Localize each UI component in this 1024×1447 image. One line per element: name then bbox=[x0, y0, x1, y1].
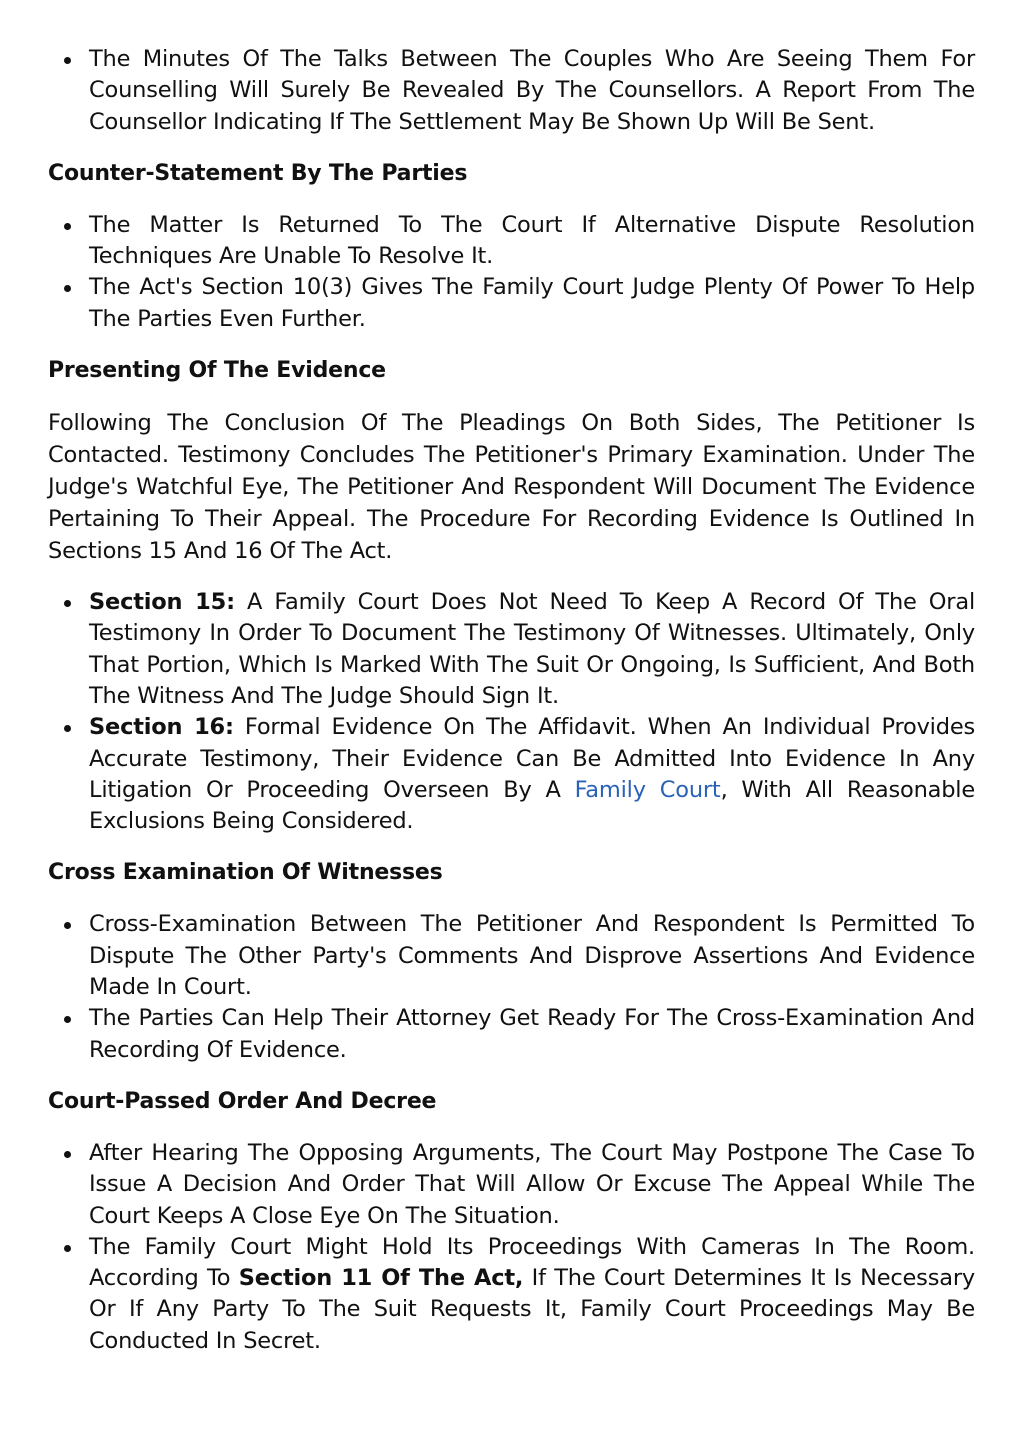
list-item: The Parties Can Help Their Attorney Get Ready For The Cross-Examination And Recording Of Evidence. bbox=[48, 1003, 975, 1066]
section-heading-counter-statement: Counter-Statement By The Parties bbox=[48, 160, 468, 186]
order-item-text: The Family Court Might Hold Its Proceedings With Cameras In The Room. According To bbox=[89, 1233, 975, 1292]
list-item bbox=[48, 1232, 975, 1357]
section-heading-order-decree: Court-Passed Order And Decree bbox=[48, 1088, 437, 1114]
section-16-text-end: , With All Reasonable Exclusions Being Considered. bbox=[89, 776, 976, 835]
list-item bbox=[48, 712, 975, 837]
list-item: After Hearing The Opposing Arguments, The Court May Postpone The Case To Issue A Decision And Order That Will Allow Or Excuse The Appeal While The Court Keeps A Close Eye On The Situation. bbox=[48, 1138, 975, 1232]
cross-examination-list bbox=[48, 909, 975, 1065]
order-item-text-end: If The Court Determines It Is Necessary Or If Any Party To The Suit Requests It, Family Court Proceedings May Be Conducted In Secret. bbox=[89, 1265, 975, 1354]
section-heading-evidence: Presenting Of The Evidence bbox=[48, 358, 386, 384]
section-15-text: A Family Court Does Not Need To Keep A Record Of The Oral Testimony In Order To Document The Testimony Of Witnesses. Ultimately, Only That Portion, Which Is Marked With The Suit Or Ongoing, Is Sufficient, And Both The Witness And The Judge Should Sign It. bbox=[89, 589, 975, 709]
evidence-sections-list bbox=[48, 587, 975, 837]
counter-statement-list bbox=[48, 210, 975, 335]
list-item: The Matter Is Returned To The Court If Alternative Dispute Resolution Techniques Are Unable To Resolve It. bbox=[48, 210, 975, 273]
order-decree-list bbox=[48, 1138, 975, 1357]
list-item: The Minutes Of The Talks Between The Couples Who Are Seeing Them For Counselling Will Surely Be Revealed By The Counsellors. A Report From The Counsellor Indicating If The Settlement May Be Shown Up Will Be Sent. bbox=[48, 44, 975, 138]
section-11-reference: Section 11 Of The Act, bbox=[238, 1265, 524, 1292]
list-item: Cross-Examination Between The Petitioner And Respondent Is Permitted To Dispute The Other Party's Comments And Disprove Assertions And Evidence Made In Court. bbox=[48, 909, 975, 1003]
family-court-link[interactable]: Family Court bbox=[574, 776, 721, 803]
section-16-label: Section 16: bbox=[89, 714, 234, 741]
list-item: The Act's Section 10(3) Gives The Family Court Judge Plenty Of Power To Help The Parties Even Further. bbox=[48, 272, 975, 335]
intro-list bbox=[48, 44, 975, 138]
list-item bbox=[48, 587, 975, 712]
evidence-paragraph: Following The Conclusion Of The Pleadings On Both Sides, The Petitioner Is Contacted. Testimony Concludes The Petitioner's Primary Examination. Under The Judge's Watchful Eye, The Petitioner And Respondent Will Document The Evidence Pertaining To Their Appeal. The Procedure For Recording Evidence Is Outlined In Sections 15 And 16 Of The Act. bbox=[48, 410, 975, 565]
section-heading-cross-examination: Cross Examination Of Witnesses bbox=[48, 860, 443, 886]
section-16-text: Formal Evidence On The Affidavit. When An Individual Provides Accurate Testimony, Their Evidence Can Be Admitted Into Evidence In Any Litigation Or Proceeding Overseen By A bbox=[89, 714, 975, 803]
section-15-label: Section 15: bbox=[89, 589, 235, 616]
